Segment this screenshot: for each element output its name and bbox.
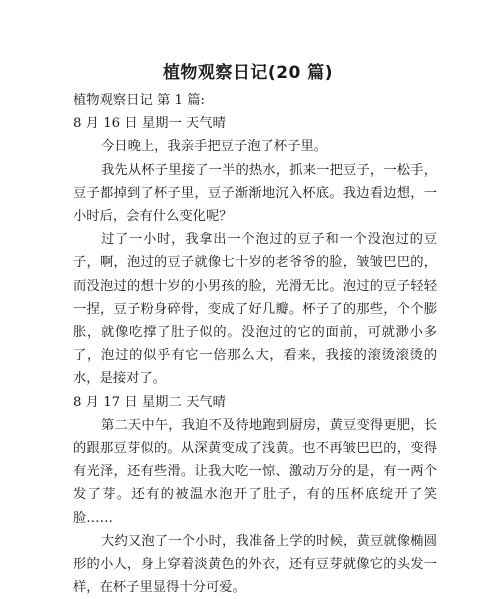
entry-date-line: 8 月 17 日 星期二 天气晴 (73, 394, 226, 410)
paragraph: 我先从杯子里接了一半的热水，抓来一把豆子，一松手，豆子都掉到了杯子里，豆子渐渐地沉入杯底。我边看边想，一小时后，会有什么变化呢？ (73, 162, 437, 225)
entry-date-line: 8 月 16 日 星期一 天气晴 (73, 116, 226, 132)
paragraph: 今日晚上，我亲手把豆子泡了杯子里。 (101, 139, 328, 155)
paragraph: 第二天中午，我迫不及待地跑到厨房，黄豆变得更肥，长的跟那豆芽似的。从深黄变成了浅黄。也不再皱巴巴的，变得有光泽，还有些滑。让我大吃一惊、激动万分的是，有一两个发了芽。还有的被温水泡开了肚子，有的压杯底绽开了笑脸…… (73, 417, 437, 526)
paragraph: 过了一小时，我拿出一个泡过的豆子和一个没泡过的豆子，啊，泡过的豆子就像七十岁的老爷爷的脸，皱皱巴巴的，而没泡过的想十岁的小男孩的脸，光滑无比。泡过的豆子轻轻一捏，豆子粉身碎骨，变成了好几瓣。杯子了的那些，个个膨胀，就像吃撑了肚子似的。没泡过的它的面前，可就渺小多了，泡过的似乎有它一倍那么大，看来，我接的滚烫滚烫的水，是接对了。 (73, 232, 437, 387)
entry-heading: 植物观察日记 第 1 篇: (73, 93, 205, 108)
paragraph: 大约又泡了一个小时，我准备上学的时候，黄豆就像椭圆形的小人，身上穿着淡黄色的外衣，还有豆芽就像它的头发一样，在杯子里显得十分可爱。 (73, 533, 437, 596)
document-title: 植物观察日记(20 篇) (162, 63, 334, 83)
document-body (73, 89, 437, 599)
